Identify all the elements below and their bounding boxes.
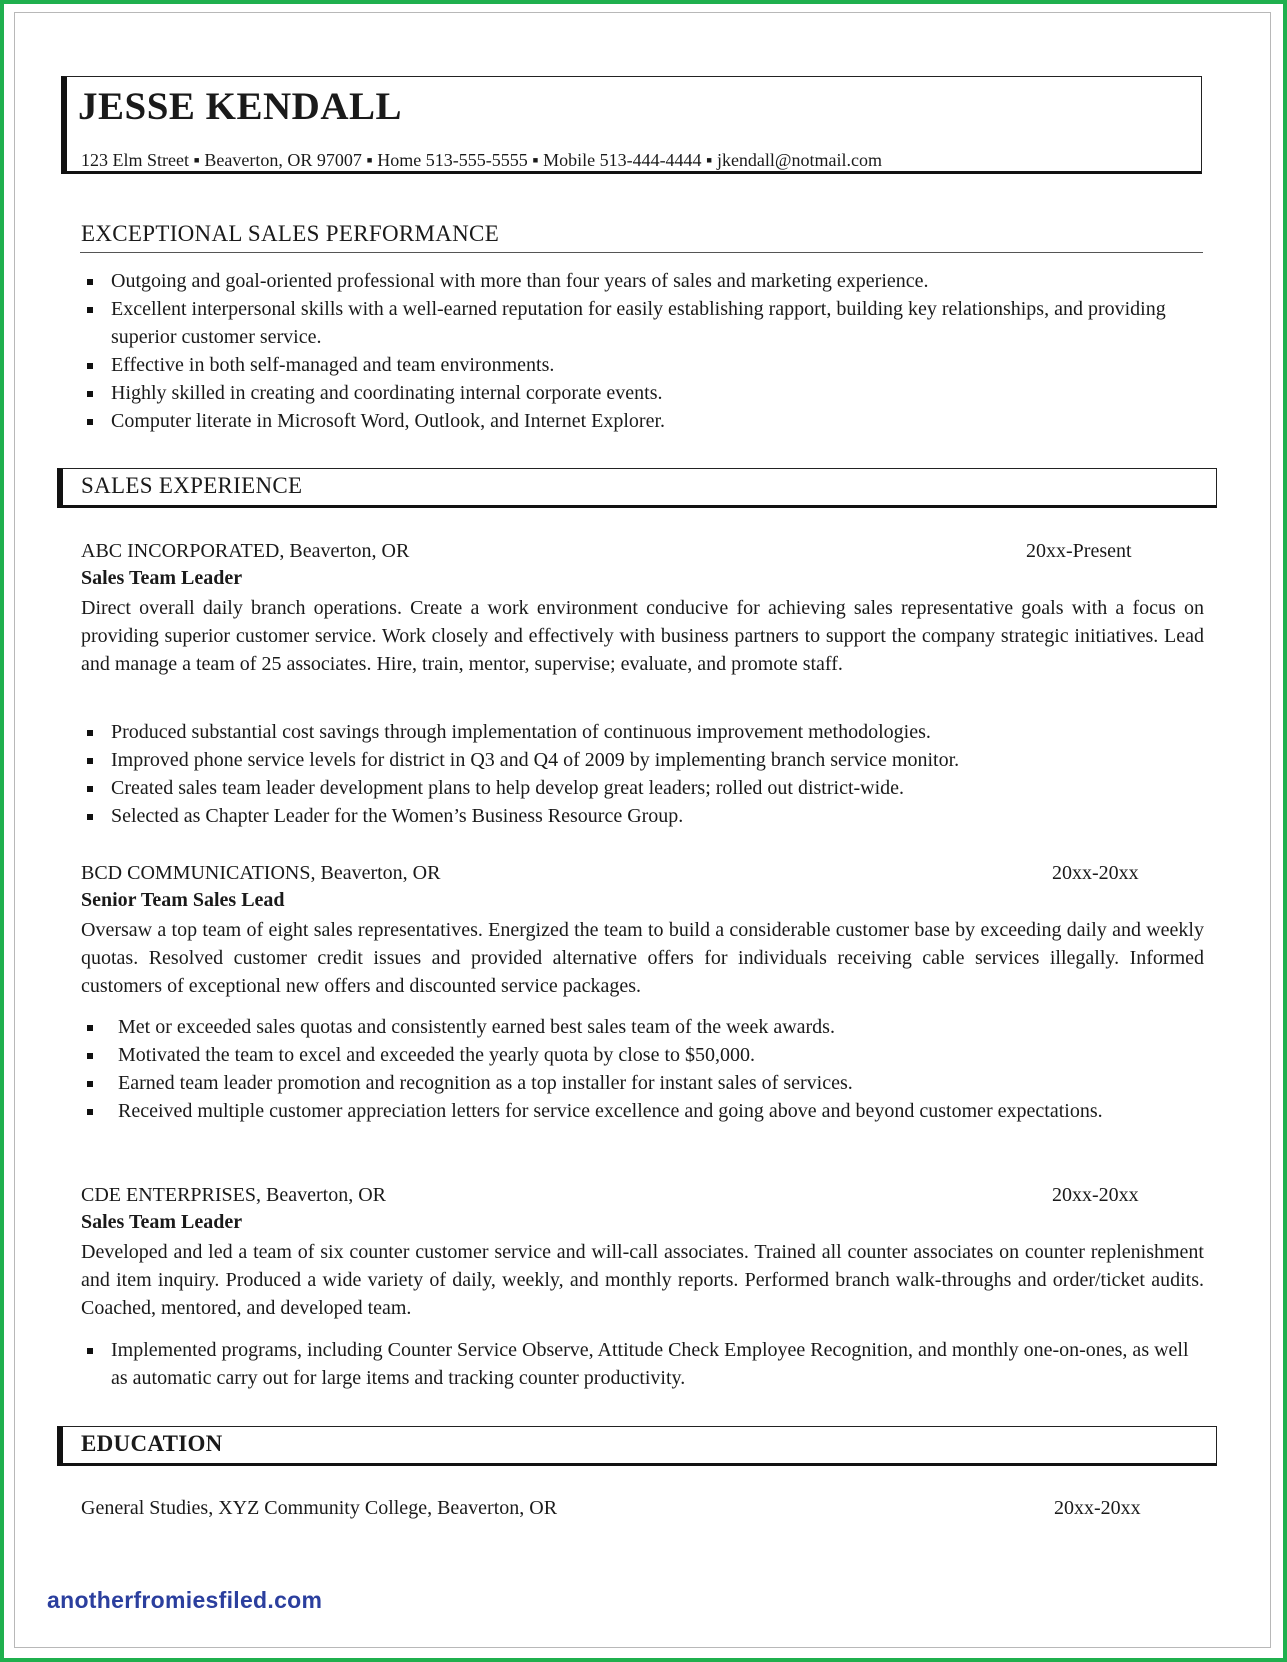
job-company: BCD COMMUNICATIONS, Beaverton, OR xyxy=(81,862,441,884)
job-role: Sales Team Leader xyxy=(81,567,243,589)
education-entry: General Studies, XYZ Community College, Beaverton, OR xyxy=(81,1497,558,1519)
job-description: Direct overall daily branch operations. Create a work environment conducive for achieving sales representative goals with a focus on providing superior customer service. Work closely and effectively with business partners to support the company strategic initiatives. Lead and manage a team of 25 associates. Hire, train, mentor, supervise; evaluate, and promote staff. xyxy=(81,597,1204,675)
education-heading: EDUCATION xyxy=(81,1431,223,1456)
list-item: Earned team leader promotion and recognition as a top installer for instant sales of services. xyxy=(81,1069,1207,1097)
job-role: Sales Team Leader xyxy=(81,1211,243,1233)
bullet-icon xyxy=(87,786,93,792)
education-heading-box xyxy=(57,1426,1217,1466)
job-company: CDE ENTERPRISES, Beaverton, OR xyxy=(81,1184,386,1206)
job-bullets xyxy=(81,718,1207,830)
bullet-icon xyxy=(87,391,93,397)
bullet-icon xyxy=(87,419,93,425)
bullet-icon xyxy=(87,1109,93,1115)
job-dates: 20xx-20xx xyxy=(1052,1184,1139,1206)
bullet-icon xyxy=(87,307,93,313)
experience-heading: SALES EXPERIENCE xyxy=(81,473,303,498)
job-dates: 20xx-Present xyxy=(1026,540,1132,562)
bullet-icon xyxy=(87,814,93,820)
job-description: Developed and led a team of six counter customer service and will-call associates. Trained all counter associates on counter replenishment and item inquiry. Produced a wide variety of daily, weekly, and monthly reports. Performed branch walk-throughs and order/ticket audits. Coached, mentored, and developed team. xyxy=(81,1241,1204,1319)
job-bullets xyxy=(81,1336,1207,1392)
list-item: Motivated the team to excel and exceeded the yearly quota by close to $50,000. xyxy=(81,1041,1207,1069)
list-item: Produced substantial cost savings through implementation of continuous improvement methodologies. xyxy=(81,718,1207,746)
list-item: Effective in both self-managed and team environments. xyxy=(81,351,1207,379)
list-item: Selected as Chapter Leader for the Women’s Business Resource Group. xyxy=(81,802,1207,830)
summary-list xyxy=(81,267,1207,435)
bullet-icon xyxy=(87,279,93,285)
summary-heading: EXCEPTIONAL SALES PERFORMANCE xyxy=(81,221,500,246)
list-item: Improved phone service levels for district in Q3 and Q4 of 2009 by implementing branch service monitor. xyxy=(81,746,1207,774)
list-item: Highly skilled in creating and coordinating internal corporate events. xyxy=(81,379,1207,407)
summary-rule xyxy=(80,252,1203,253)
site-watermark: anotherfromiesfiled.com xyxy=(47,1587,323,1613)
bullet-icon xyxy=(87,1348,93,1354)
job-role: Senior Team Sales Lead xyxy=(81,889,285,911)
education-dates: 20xx-20xx xyxy=(1054,1497,1141,1519)
bullet-icon xyxy=(87,758,93,764)
list-item: Implemented programs, including Counter Service Observe, Attitude Check Employee Recognition, and monthly one-on-ones, as well as automatic carry out for large items and tracking counter productivity. xyxy=(81,1336,1207,1392)
list-item: Received multiple customer appreciation letters for service excellence and going above and beyond customer expectations. xyxy=(81,1097,1207,1125)
job-bullets xyxy=(81,1013,1207,1125)
job-company: ABC INCORPORATED, Beaverton, OR xyxy=(81,540,410,562)
bullet-icon xyxy=(87,730,93,736)
page-border xyxy=(14,12,1271,1648)
bullet-icon xyxy=(87,1025,93,1031)
list-item: Excellent interpersonal skills with a well-earned reputation for easily establishing rapport, building key relationships, and providing superior customer service. xyxy=(81,295,1207,351)
list-item: Met or exceeded sales quotas and consistently earned best sales team of the week awards. xyxy=(81,1013,1207,1041)
list-item: Created sales team leader development plans to help develop great leaders; rolled out district-wide. xyxy=(81,774,1207,802)
bullet-icon xyxy=(87,1081,93,1087)
job-description: Oversaw a top team of eight sales representatives. Energized the team to build a considerable customer base by exceeding daily and weekly quotas. Resolved customer credit issues and provided alternative offers for individuals receiving cable services illegally. Informed customers of exceptional new offers and discounted service packages. xyxy=(81,919,1204,997)
job-dates: 20xx-20xx xyxy=(1052,862,1139,884)
candidate-name: JESSE KENDALL xyxy=(78,85,403,128)
list-item: Outgoing and goal-oriented professional with more than four years of sales and marketing experience. xyxy=(81,267,1207,295)
contact-line: 123 Elm Street ▪ Beaverton, OR 97007 ▪ Home 513-555-5555 ▪ Mobile 513-444-4444 ▪ jkendall@notmail.com xyxy=(81,150,882,170)
bullet-icon xyxy=(87,1053,93,1059)
list-item: Computer literate in Microsoft Word, Outlook, and Internet Explorer. xyxy=(81,407,1207,435)
bullet-icon xyxy=(87,363,93,369)
